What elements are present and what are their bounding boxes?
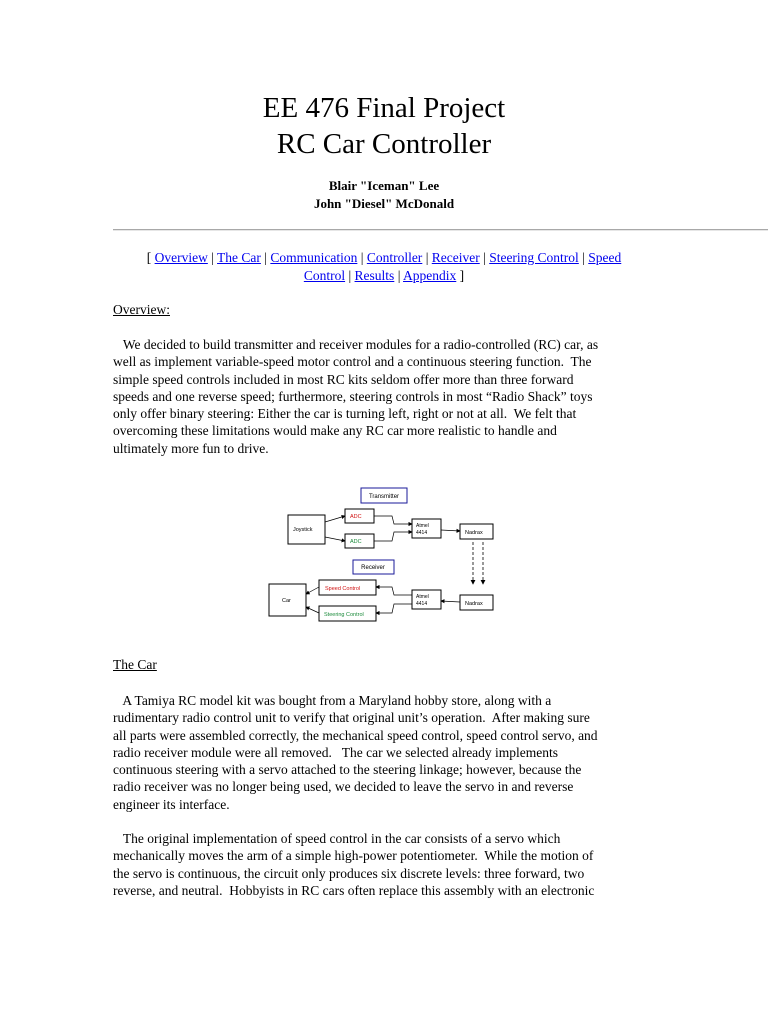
text-line: engineer its interface. [113,796,230,812]
wire-speed-car [306,587,319,594]
nav-link-communication[interactable]: Communication [270,250,358,265]
nav-link-results[interactable]: Results [354,268,395,283]
authors [0,177,768,213]
text-line: continuous steering with a servo attached to the steering linkage; however, because the [113,762,582,778]
nav-link-speed-part1: Speed [588,250,622,265]
mcu-receiver-label-1: Atmel [416,594,429,600]
joystick-label: Joystick [293,527,313,533]
mcu-receiver-label-2: 4414 [416,601,428,607]
text-line: simple speed controls included in most RC kits seldom offer more than three forward [113,371,574,387]
adc-top-label: ADC [350,514,362,520]
nav-open-bracket: [ [146,250,152,265]
speed-control-label: Speed Control [325,586,361,592]
text-line: ultimately more fun to drive. [113,440,269,456]
title-line-2: RC Car Controller [276,128,492,160]
car-label: Car [282,598,291,604]
text-line: A Tamiya RC model kit was bought from a Maryland hobby store, along with a [113,693,552,708]
nav-link-receiver[interactable]: Receiver [431,250,480,265]
text-line: all parts were assembled correctly, the mechanical speed control, speed control servo, and [113,727,598,743]
overview-paragraph [113,336,661,457]
wire-adc-top-mcu [374,516,412,524]
overview-heading: Overview: [113,302,170,317]
transmitter-label: Transmitter [368,494,400,500]
text-line: The original implementation of speed control in the car consists of a servo which [113,831,561,846]
mcu-transmitter-label-2: 4414 [416,530,428,536]
nav-link-speed-part2: Control [303,268,346,283]
wire-radio-mcu [441,601,460,602]
wire-mcu-radio [441,530,460,531]
nav-separator: | [582,250,585,265]
nav-separator: | [264,250,267,265]
text-line: mechanically moves the arm of a simple high-power potentiometer. While the motion of [113,848,594,864]
wire-joystick-adc-top [325,516,345,522]
author-1: Blair "Iceman" Lee [328,178,440,193]
title-line-1: EE 476 Final Project [262,92,506,124]
nav-link-steering-control[interactable]: Steering Control [489,250,579,265]
text-line: radio receiver module were all removed. The car we selected already implements [113,744,559,760]
receiver-label: Receiver [361,565,385,571]
nav-separator: | [483,250,486,265]
nav-separator: | [211,250,214,265]
steering-control-label: Steering Control [324,612,364,618]
system-block-diagram [262,484,512,628]
mcu-transmitter-label-1: Atmel [416,523,429,529]
nav-separator: | [348,268,352,283]
text-line: overcoming these limitations would make any RC car more realistic to handle and [113,423,557,439]
section-nav [110,249,658,285]
text-line: the servo is continuous, the circuit only produces six discrete levels: three forward, two [113,865,585,881]
adc-bottom-label: ADC [350,539,362,545]
text-line: speeds and one reverse speed; furthermore, steering controls in most “Radio Shack” toys [113,388,593,404]
text-line: only offer binary steering: Either the car is turning left, right or not at all. We felt that [113,406,577,422]
nav-separator: | [397,268,401,283]
the-car-paragraph-1 [113,692,661,813]
nav-link-the-car[interactable]: The Car [217,250,261,265]
radio-transmitter-label: Nadrax [465,530,483,536]
the-car-heading: The Car [113,657,157,672]
text-line: We decided to build transmitter and receiver modules for a radio-controlled (RC) car, as [113,337,599,352]
horizontal-rule [113,229,768,231]
text-line: rudimentary radio control unit to verify that original unit’s operation. After making sure [113,710,590,726]
page-title [0,90,768,162]
the-car-paragraph-2 [113,830,661,899]
wire-joystick-adc-bottom [325,537,345,541]
nav-separator: | [360,250,364,265]
nav-close-bracket: ] [459,268,465,283]
author-2: John "Diesel" McDonald [313,196,455,211]
text-line: radio receiver was no longer being used, we decided to leave the servo in and reverse [113,779,574,795]
nav-separator: | [425,250,429,265]
nav-link-overview[interactable]: Overview [154,250,208,265]
text-line: reverse, and neutral. Hobbyists in RC cars often replace this assembly with an electronic [113,882,595,898]
nav-link-appendix[interactable]: Appendix [403,268,457,283]
text-line: well as implement variable-speed motor control and a continuous steering function. The [113,354,592,370]
wire-mcu-speed [376,587,412,595]
nav-link-controller[interactable]: Controller [366,250,423,265]
wire-mcu-steering [376,604,412,613]
wire-adc-bottom-mcu [374,532,412,541]
wire-steering-car [306,607,319,613]
radio-receiver-label: Nadrax [465,601,483,607]
